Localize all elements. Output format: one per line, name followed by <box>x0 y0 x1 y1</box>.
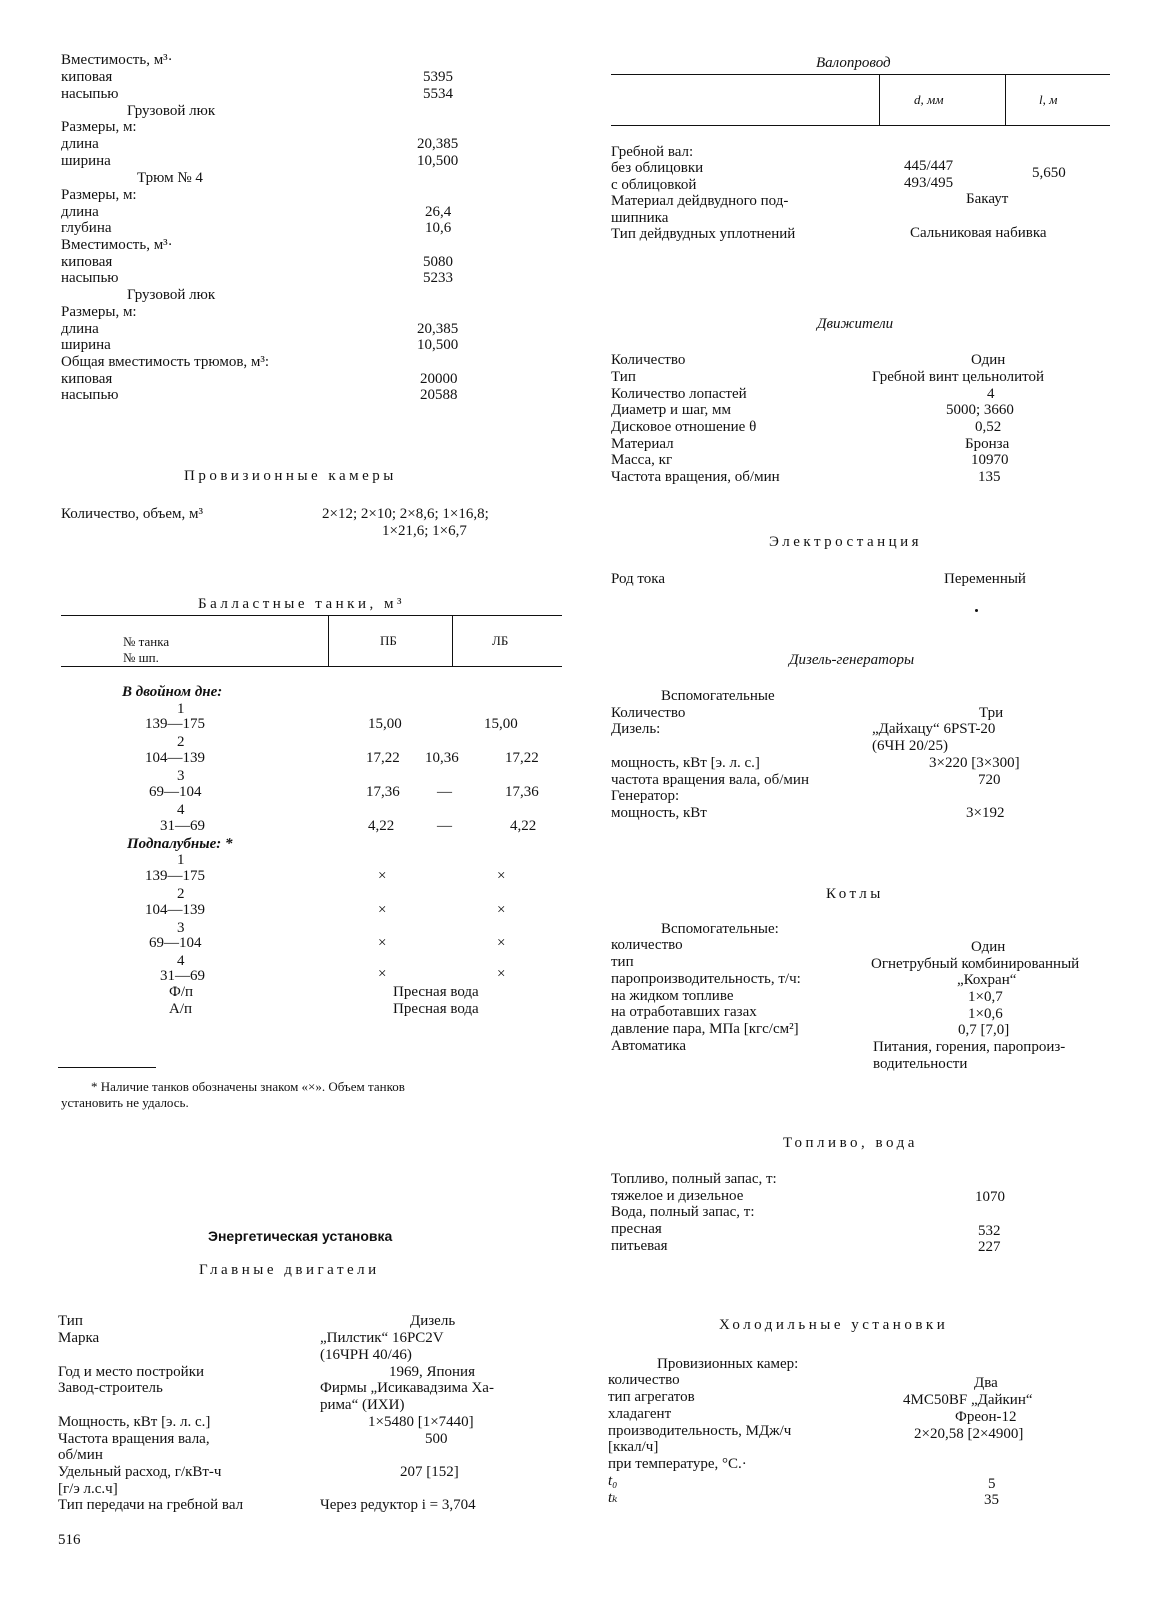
dg-diesel-value-1: „Дайхацу“ 6PST-20 <box>872 721 996 737</box>
page-number: 516 <box>58 1532 81 1548</box>
ref-units-label: тип агрегатов <box>608 1389 695 1405</box>
value-pb: 4,22 <box>368 818 395 834</box>
section-title-refrigeration: Холодильные установки <box>719 1317 949 1333</box>
boiler-liquid-label: на жидком топливе <box>611 988 734 1004</box>
ref-temp-label: при температуре, °С.· <box>608 1456 747 1472</box>
dg-power-label: мощность, кВт [э. л. с.] <box>611 755 760 771</box>
generator-label: Генератор: <box>611 788 680 804</box>
section-title-main-engines: Главные двигатели <box>199 1262 380 1278</box>
prop-diameter-value: 5000; 3660 <box>946 402 1014 418</box>
engine-year-value: 1969, Япония <box>389 1364 475 1380</box>
fore-peak-value: Пресная вода <box>393 984 479 1000</box>
engine-consumption-value: 207 [152] <box>400 1464 459 1480</box>
prov-value-1: 2×12; 2×10; 2×8,6; 1×16,8; <box>322 506 489 522</box>
cap-grain-value: 5534 <box>423 86 453 102</box>
len2-value: 26,4 <box>425 204 452 220</box>
tank-number: 2 <box>177 886 185 902</box>
ballast-header-tank: № танка <box>123 634 170 649</box>
no-liner-value: 445/447 <box>904 158 954 174</box>
prop-type-label: Тип <box>611 369 636 385</box>
prop-rpm-label: Частота вращения, об/мин <box>611 469 780 485</box>
current-type-value: Переменный <box>944 571 1026 587</box>
prop-disc-value: 0,52 <box>975 419 1002 435</box>
gen-power-label: мощность, кВт <box>611 805 707 821</box>
footnote-line-2: установить не удалось. <box>61 1095 189 1110</box>
boiler-liquid-value: 1×0,7 <box>968 989 1003 1005</box>
presence-mark: × <box>497 966 506 982</box>
water-fresh-label: пресная <box>611 1221 662 1237</box>
value-pb: 17,22 <box>366 750 400 766</box>
total-cap-label: Общая вместимость трюмов, м³: <box>61 354 270 370</box>
fuel-total-label: Топливо, полный запас, т: <box>611 1171 777 1187</box>
shaft-table-divider-1 <box>879 75 880 125</box>
underdeck-label: Подпалубные: * <box>127 836 233 852</box>
footnote-line-1: * Наличие танков обозначены знаком «×». Объем танков <box>91 1079 405 1094</box>
tank-number: 3 <box>177 768 185 784</box>
prop-type-value: Гребной винт цельнолитой <box>872 369 1045 385</box>
water-drink-label: питьевая <box>611 1238 668 1254</box>
shaft-header-l: l, м <box>1039 92 1058 107</box>
ballast-header-pb: ПБ <box>380 633 397 648</box>
value-lb: 15,00 <box>484 716 518 732</box>
boiler-pressure-label: давление пара, МПа [кгс/см²] <box>611 1021 799 1037</box>
dg-rpm-label: частота вращения вала, об/мин <box>611 772 809 788</box>
boiler-type-value-2: „Кохран“ <box>957 972 1017 988</box>
boiler-type-value-1: Огнетрубный комбинированный <box>871 956 1080 972</box>
dims-label: Размеры, м: <box>61 119 137 135</box>
aux2-label: Вспомогательные: <box>661 921 779 937</box>
total-bale-value: 20000 <box>420 371 458 387</box>
engine-consumption-label-1: Удельный расход, г/кВт-ч <box>58 1464 222 1480</box>
wid-label: ширина <box>61 153 111 169</box>
prop-qty-label: Количество <box>611 352 686 368</box>
wid-value: 10,500 <box>417 153 459 169</box>
ref-capacity-value: 2×20,58 [2×4900] <box>914 1426 1024 1442</box>
engine-builder-value-1: Фирмы „Исикавадзима Ха- <box>320 1380 494 1396</box>
dims2-label: Размеры, м: <box>61 187 137 203</box>
len2-label: длина <box>61 204 99 220</box>
ref-t0-label: t₀ <box>608 1473 618 1489</box>
presence-mark: × <box>497 902 506 918</box>
with-liner-label: с облицовкой <box>611 177 697 193</box>
frame-range: 104—139 <box>145 902 205 918</box>
section-title-ballast: Балластные танки, м³ <box>198 596 405 612</box>
cap2-label: Вместимость, м³· <box>61 237 173 253</box>
ref-provision-label: Провизионных камер: <box>657 1356 799 1372</box>
boiler-pressure-value: 0,7 [7,0] <box>958 1022 1010 1038</box>
engine-type-label: Тип <box>58 1313 83 1329</box>
tank-number: 1 <box>177 852 185 868</box>
total-grain: насыпью <box>61 387 119 403</box>
hold-4-title: Трюм № 4 <box>137 170 203 186</box>
no-liner-label: без облицовки <box>611 160 704 176</box>
section-title-boilers: Котлы <box>826 886 884 902</box>
value-mid: — <box>437 818 452 834</box>
fore-peak-label: Ф/п <box>169 984 194 1000</box>
engine-rpm-value: 500 <box>425 1431 448 1447</box>
printing-dot <box>975 609 978 612</box>
section-title-power-plant: Электростанция <box>769 534 923 550</box>
frame-range: 31—69 <box>160 968 205 984</box>
water-drink-value: 227 <box>978 1239 1001 1255</box>
shaft-table-rule-bottom <box>611 125 1110 126</box>
boiler-exhaust-label: на отработавших газах <box>611 1004 757 1020</box>
shaft-length-value: 5,650 <box>1032 165 1066 181</box>
fuel-heavy-label: тяжелое и дизельное <box>611 1188 744 1204</box>
transmission-label: Тип передачи на гребной вал <box>58 1497 244 1513</box>
engine-brand-value-2: (16ЧРН 40/46) <box>320 1347 412 1363</box>
boiler-exhaust-value: 1×0,6 <box>968 1006 1003 1022</box>
presence-mark: × <box>497 868 506 884</box>
cap2-grain-value: 5233 <box>423 270 453 286</box>
shaft-table-divider-2 <box>1005 75 1006 125</box>
engine-power-value: 1×5480 [1×7440] <box>368 1414 474 1430</box>
boiler-type-label: тип <box>611 954 634 970</box>
prop-blades-label: Количество лопастей <box>611 386 747 402</box>
wid3-value: 10,500 <box>417 337 459 353</box>
tank-number: 2 <box>177 734 185 750</box>
ref-tk-label: tₖ <box>608 1490 618 1506</box>
stern-tube-label-2: шипника <box>611 210 669 226</box>
stern-tube-label-1: Материал дейдвудного под- <box>611 193 789 209</box>
engine-builder-label: Завод-строитель <box>58 1380 163 1396</box>
frame-range: 104—139 <box>145 750 205 766</box>
value-pb: 17,36 <box>366 784 400 800</box>
current-type-label: Род тока <box>611 571 665 587</box>
section-title-fuel-water: Топливо, вода <box>783 1135 918 1151</box>
with-liner-value: 493/495 <box>904 175 954 191</box>
aux-label: Вспомогательные <box>661 688 775 704</box>
wid3-label: ширина <box>61 337 111 353</box>
engine-rpm-label-1: Частота вращения вала, <box>58 1431 210 1447</box>
ref-t0-value: 5 <box>988 1476 996 1492</box>
ballast-header-lb: ЛБ <box>492 633 509 648</box>
presence-mark: × <box>378 868 387 884</box>
prop-qty-value: Один <box>971 352 1006 368</box>
len3-label: длина <box>61 321 99 337</box>
frame-range: 69—104 <box>149 935 202 951</box>
prop-shaft-label: Гребной вал: <box>611 144 694 160</box>
shaft-header-d: d, мм <box>914 92 944 107</box>
total-bale: киповая <box>61 371 113 387</box>
presence-mark: × <box>378 966 387 982</box>
frame-range: 69—104 <box>149 784 202 800</box>
section-title-diesel-generators: Дизель-генераторы <box>789 652 915 668</box>
section-title-power: Энергетическая установка <box>208 1228 393 1244</box>
prop-material-value: Бронза <box>965 436 1010 452</box>
prov-value-2: 1×21,6; 1×6,7 <box>382 523 467 539</box>
table-rule-bottom <box>61 666 562 667</box>
dg-power-value: 3×220 [3×300] <box>929 755 1020 771</box>
cap-label: Вместимость, м³· <box>61 52 173 68</box>
prop-diameter-label: Диаметр и шаг, мм <box>611 402 731 418</box>
ref-tk-value: 35 <box>984 1492 999 1508</box>
prop-material-label: Материал <box>611 436 674 452</box>
engine-builder-value-2: рима“ (ИХИ) <box>320 1397 405 1413</box>
ref-qty-value: Два <box>974 1375 998 1391</box>
section-title-provision: Провизионные камеры <box>184 468 397 484</box>
dg-diesel-label: Дизель: <box>611 721 661 737</box>
table-rule-top <box>61 615 562 616</box>
section-title-shafting: Валопровод <box>816 55 891 71</box>
prop-blades-value: 4 <box>987 386 995 402</box>
aft-peak-value: Пресная вода <box>393 1001 479 1017</box>
water-fresh-value: 532 <box>978 1223 1001 1239</box>
frame-range: 139—175 <box>145 868 205 884</box>
ballast-header-frame: № шп. <box>123 650 159 665</box>
boiler-qty-value: Один <box>971 939 1006 955</box>
engine-brand-value-1: „Пилстик“ 16PC2V <box>320 1330 444 1346</box>
aft-peak-label: А/п <box>169 1001 193 1017</box>
dg-qty-label: Количество <box>611 705 686 721</box>
seal-type-value: Сальниковая набивка <box>910 225 1047 241</box>
dims3-label: Размеры, м: <box>61 304 137 320</box>
engine-type-value: Дизель <box>410 1313 456 1329</box>
cap-grain: насыпью <box>61 86 119 102</box>
boiler-automation-label: Автоматика <box>611 1038 687 1054</box>
ref-agent-value: Фреон-12 <box>955 1409 1017 1425</box>
boiler-steam-label: паропроизводительность, т/ч: <box>611 971 801 987</box>
boiler-automation-value-1: Питания, горения, паропроиз- <box>873 1039 1066 1055</box>
cap2-bale-value: 5080 <box>423 254 453 270</box>
double-bottom-label: В двойном дне: <box>122 684 223 700</box>
seal-type-label: Тип дейдвудных уплотнений <box>611 226 796 242</box>
tank-number: 3 <box>177 920 185 936</box>
transmission-value: Через редуктор i = 3,704 <box>320 1497 476 1513</box>
engine-consumption-label-2: [г/э л.с.ч] <box>58 1481 118 1497</box>
value-mid: — <box>437 784 452 800</box>
fuel-heavy-value: 1070 <box>975 1189 1005 1205</box>
shaft-table-rule-top <box>611 74 1110 75</box>
hatch2-title: Грузовой люк <box>127 287 216 303</box>
hatch-title: Грузовой люк <box>127 103 216 119</box>
prov-label: Количество, объем, м³ <box>61 506 203 522</box>
value-lb: 4,22 <box>510 818 537 834</box>
value-lb: 17,36 <box>505 784 539 800</box>
dg-rpm-value: 720 <box>978 772 1001 788</box>
boiler-qty-label: количество <box>611 937 683 953</box>
water-total-label: Вода, полный запас, т: <box>611 1204 755 1220</box>
depth-label: глубина <box>61 220 112 236</box>
ref-qty-label: количество <box>608 1372 680 1388</box>
presence-mark: × <box>378 935 387 951</box>
cap2-bale: киповая <box>61 254 113 270</box>
tank-number: 1 <box>177 701 185 717</box>
value-lb: 17,22 <box>505 750 539 766</box>
ref-capacity-label: производительность, МДж/ч <box>608 1423 792 1439</box>
section-title-propulsors: Движители <box>817 316 894 332</box>
engine-brand-label: Марка <box>58 1330 100 1346</box>
cap-bale: киповая <box>61 69 113 85</box>
dg-diesel-value-2: (6ЧН 20/25) <box>872 738 948 754</box>
footnote-rule <box>58 1067 156 1068</box>
engine-power-label: Мощность, кВт [э. л. с.] <box>58 1414 211 1430</box>
engine-year-label: Год и место постройки <box>58 1364 205 1380</box>
frame-range: 139—175 <box>145 716 205 732</box>
cap2-grain: насыпью <box>61 270 119 286</box>
dg-qty-value: Три <box>979 705 1004 721</box>
prop-mass-value: 10970 <box>971 452 1009 468</box>
prop-rpm-value: 135 <box>978 469 1001 485</box>
stern-tube-value: Бакаут <box>966 191 1009 207</box>
tank-number: 4 <box>177 802 185 818</box>
cap-bale-value: 5395 <box>423 69 453 85</box>
value-mid: 10,36 <box>425 750 459 766</box>
table-divider-2 <box>452 616 453 667</box>
ref-agent-label: хладагент <box>608 1406 672 1422</box>
prop-disc-label: Дисковое отношение θ <box>611 419 757 435</box>
presence-mark: × <box>378 902 387 918</box>
len-label: длина <box>61 136 99 152</box>
depth-value: 10,6 <box>425 220 452 236</box>
ref-units-value: 4MC50BF „Дайкин“ <box>903 1392 1033 1408</box>
presence-mark: × <box>497 935 506 951</box>
value-pb: 15,00 <box>368 716 402 732</box>
ref-capacity-unit: [ккал/ч] <box>608 1439 659 1455</box>
engine-rpm-label-2: об/мин <box>58 1447 103 1463</box>
boiler-automation-value-2: водительности <box>873 1056 968 1072</box>
gen-power-value: 3×192 <box>966 805 1005 821</box>
frame-range: 31—69 <box>160 818 205 834</box>
tank-number: 4 <box>177 953 185 969</box>
len-value: 20,385 <box>417 136 459 152</box>
total-grain-value: 20588 <box>420 387 458 403</box>
prop-mass-label: Масса, кг <box>611 452 673 468</box>
table-divider-1 <box>328 616 329 667</box>
len3-value: 20,385 <box>417 321 459 337</box>
